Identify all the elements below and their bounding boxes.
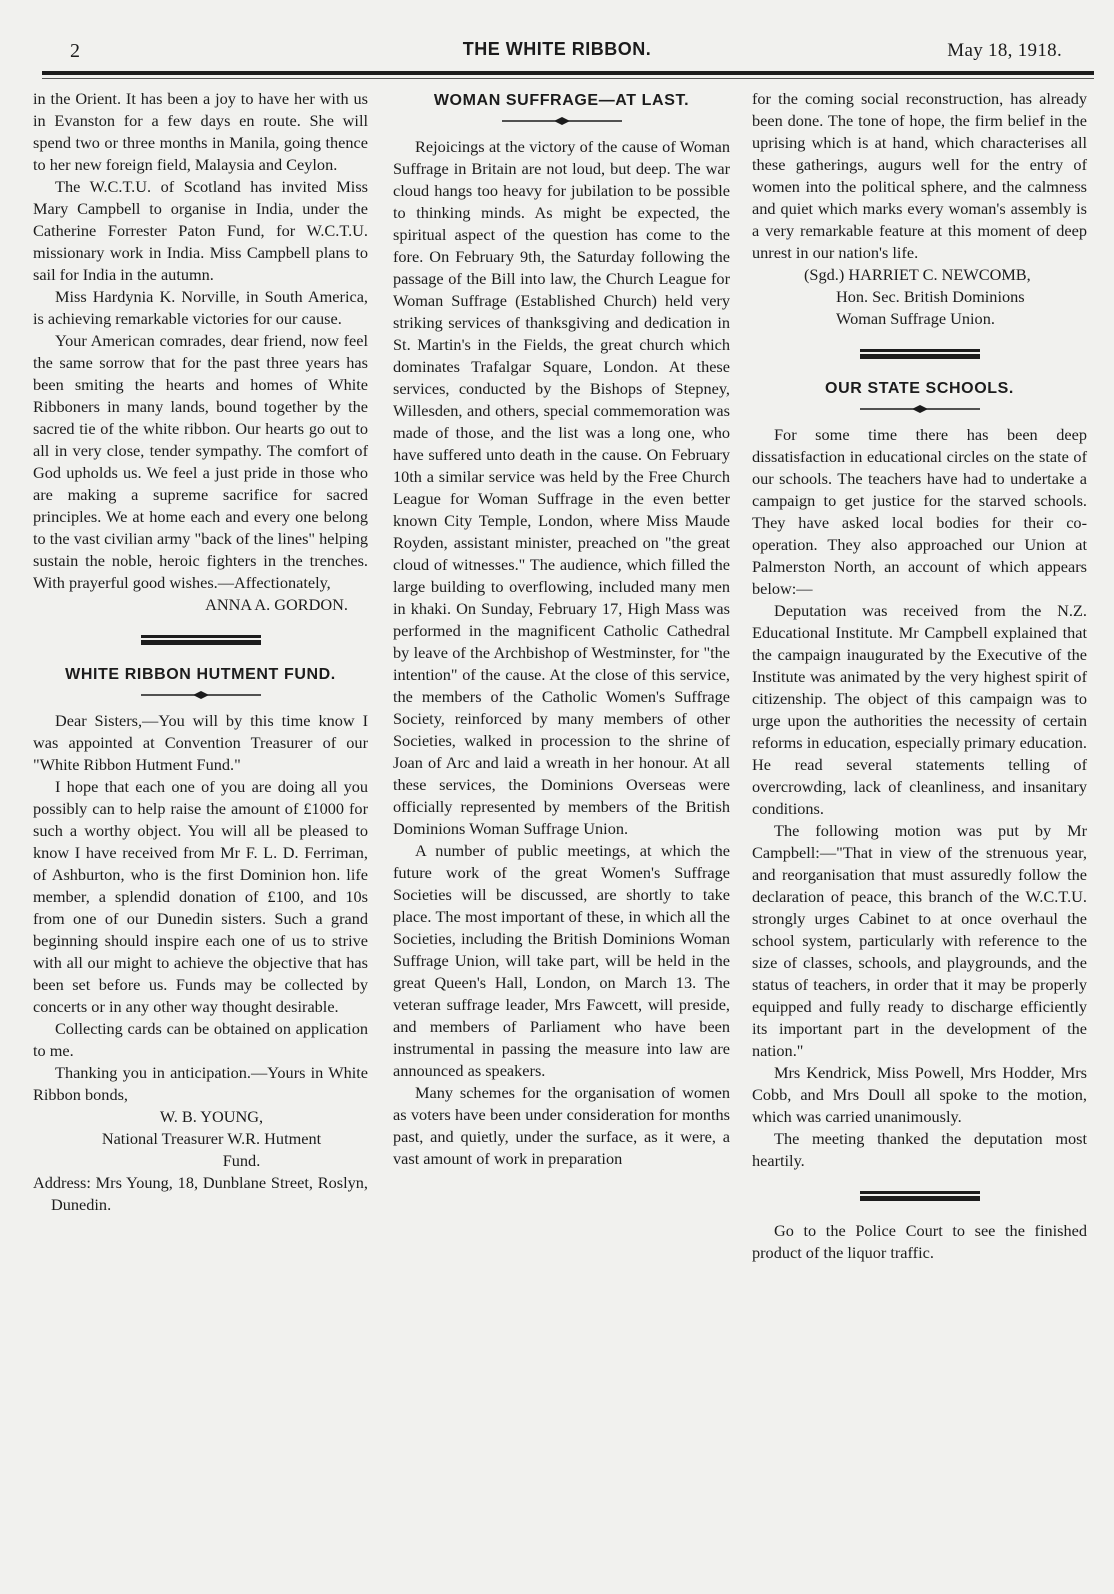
- article-paragraph: I hope that each one of you are doing all you possibly can to help raise the amount of £1000 for such a worthy object. You will all be pleased to know I have received from Mr F. L. D. Ferriman, of Ashburton, who is the first Dominion hon. life member, a splendid donation of £100, and 10s from one of our Dunedin sisters. Such a grand beginning should inspire each one of us to strive with all our might to achieve the objective that has been set before us. Funds may be collected by concerts or in any other way thought desirable.: [33, 777, 368, 1016]
- signature: ANNA A. GORDON.: [205, 595, 348, 614]
- article-paragraph: Dear Sisters,—You will by this time know I was appointed at Convention Treasurer of our "White Ribbon Hutment Fund.": [33, 711, 368, 774]
- article-paragraph: Miss Hardynia K. Norville, in South America, is achieving remarkable victories for our cause.: [33, 287, 368, 328]
- column-3: [752, 88, 1087, 1264]
- article-paragraph: Thanking you in anticipation.—Yours in White Ribbon bonds,: [33, 1063, 368, 1104]
- signature-name: (Sgd.) HARRIET C. NEWCOMB,: [804, 265, 1031, 284]
- column-1: [33, 88, 368, 1216]
- signature-title-cont: Fund.: [222, 1151, 261, 1170]
- ornament-divider: [502, 116, 622, 126]
- article-paragraph: Rejoicings at the victory of the cause of Woman Suffrage in Britain are not loud, but deep. The war cloud hangs too heavy for jubilation to be possible to thinking minds. As might be expected, the spiritual aspect of the question has come to the fore. On February 9th, the Saturday following the passage of the Bill into law, the Church League for Woman Suffrage (Established Church) held very striking services of thanksgiving and dedication in St. Martin's in the Fields, the great church which dominates Trafalgar Square, London. At these services, conducted by the Bishops of Stepney, Willesden, and others, special commemoration was made of those, and the list was a long one, who have suffered unto death in the cause. On February 10th a similar service was held by the Free Church League for Woman Suffrage in the even better known City Temple, London, where Miss Maude Royden, assistant minister, preached on "the great cloud of witnesses." The audience, which filled the large building to overflowing, included many men in khaki. On Sunday, February 17, High Mass was performed in the magnificent Catholic Cathedral by leave of the Archbishop of Westminster, for "the intention" of the cause. At the close of this service, the members of the Catholic Women's Suffrage Society, reinforced by many members of other Societies, walked in procession to the shrine of Joan of Arc and laid a wreath in her honour. At all these services, the Dominions Overseas were officially represented by members of the British Dominions Woman Suffrage Union.: [393, 137, 730, 838]
- signature-name: W. B. YOUNG,: [159, 1107, 264, 1126]
- section-heading: OUR STATE SCHOOLS.: [825, 380, 1014, 397]
- article-paragraph: Your American comrades, dear friend, now feel the same sorrow that for the past three years has been smiting the hearts and homes of White Ribboners in many lands, bound together by the sacred tie of the white ribbon. Our hearts go out to all in very close, tender sympathy. The comfort of God upholds us. We feel a just pride in those who are making a supreme sacrifice for sacred principles. We at home each and every one belong to the vast civilian army "back of the lines" helping sustain the noble, heroic fighters in the trenches. With prayerful good wishes.—Affectionately,: [33, 331, 368, 592]
- article-paragraph: The W.C.T.U. of Scotland has invited Miss Mary Campbell to organise in India, under the Catherine Forrester Paton Fund, for W.C.T.U. missionary work in India. Miss Campbell plans to sail for India in the autumn.: [33, 177, 368, 284]
- paper-title: THE WHITE RIBBON.: [462, 39, 652, 59]
- signature-title: National Treasurer W.R. Hutment: [101, 1129, 322, 1148]
- article-paragraph: The meeting thanked the deputation most heartily.: [752, 1129, 1087, 1170]
- section-heading: WHITE RIBBON HUTMENT FUND.: [65, 666, 336, 683]
- column-2: [393, 88, 730, 1170]
- article-paragraph: Many schemes for the organisation of women as voters have been under consideration for months past, and quietly, under the surface, as it were, a vast amount of work in preparation: [393, 1083, 730, 1168]
- masthead-rule-thin: [42, 78, 1094, 79]
- ornament-divider: [860, 404, 980, 414]
- masthead-rule: [42, 71, 1094, 75]
- section-rule: [860, 348, 980, 360]
- address: Address: Mrs Young, 18, Dunblane Street, Roslyn, Dunedin.: [33, 1173, 368, 1214]
- article-paragraph: Mrs Kendrick, Miss Powell, Mrs Hodder, Mrs Cobb, and Mrs Doull all spoke to the motion, which was carried unanimously.: [752, 1063, 1087, 1126]
- article-paragraph: Collecting cards can be obtained on application to me.: [33, 1019, 368, 1060]
- article-paragraph: Deputation was received from the N.Z. Educational Institute. Mr Campbell explained that the campaign inaugurated by the Executive of the Institute was animated by the very highest spirit of citizenship. The object of this campaign was to urge upon the authorities the necessity of certain reforms in education, especially primary education. He read several statements telling of overcrowding, lack of cleanliness, and insanitary conditions.: [752, 601, 1087, 818]
- issue-date: May 18, 1918.: [947, 40, 1062, 61]
- ornament-divider: [141, 690, 261, 700]
- page-number: 2: [70, 40, 80, 62]
- article-paragraph: For some time there has been deep dissatisfaction in educational circles on the state of our schools. The teachers have had to undertake a campaign to get justice for the starved schools. They have asked local bodies for their co-operation. They also approached our Union at Palmerston North, an account of which appears below:—: [752, 425, 1087, 598]
- section-rule: [860, 1190, 980, 1202]
- article-paragraph: in the Orient. It has been a joy to have her with us in Evanston for a few days en route. She will spend two or three months in Manila, going thence to her new foreign field, Malaysia and Ceylon.: [33, 89, 368, 174]
- signature-title: Woman Suffrage Union.: [836, 309, 995, 328]
- signature-title: Hon. Sec. British Dominions: [836, 287, 1025, 306]
- article-paragraph: A number of public meetings, at which the future work of the great Women's Suffrage Societies will be discussed, are shortly to take place. The most important of these, in which all the Societies, including the British Dominions Woman Suffrage Union, will take part, will be held in the great Queen's Hall, London, on March 13. The veteran suffrage leader, Mrs Fawcett, will preside, and members of Parliament who have been instrumental in passing the measure into law are announced as speakers.: [393, 841, 730, 1080]
- masthead: [0, 0, 1114, 84]
- section-rule: [141, 634, 261, 646]
- article-paragraph: The following motion was put by Mr Campbell:—"That in view of the strenuous year, and reorganisation that must assuredly follow the declaration of peace, this branch of the W.C.T.U. strongly urges Cabinet to at once overhaul the school system, particularly with reference to the size of classes, schools, and playgrounds, and the status of teachers, in order that it may be properly equipped and fully ready to discharge efficiently its important part in the development of the nation.": [752, 821, 1087, 1060]
- filler-paragraph: Go to the Police Court to see the finished product of the liquor traffic.: [752, 1221, 1087, 1262]
- article-paragraph: for the coming social reconstruction, has already been done. The tone of hope, the firm belief in the uprising which is at hand, which characterises all these gatherings, augurs well for the entry of women into the political sphere, and the calmness and quiet which marks every woman's assembly is a very remarkable feature at this moment of deep unrest in our nation's life.: [752, 89, 1087, 262]
- section-heading: WOMAN SUFFRAGE—AT LAST.: [433, 92, 690, 109]
